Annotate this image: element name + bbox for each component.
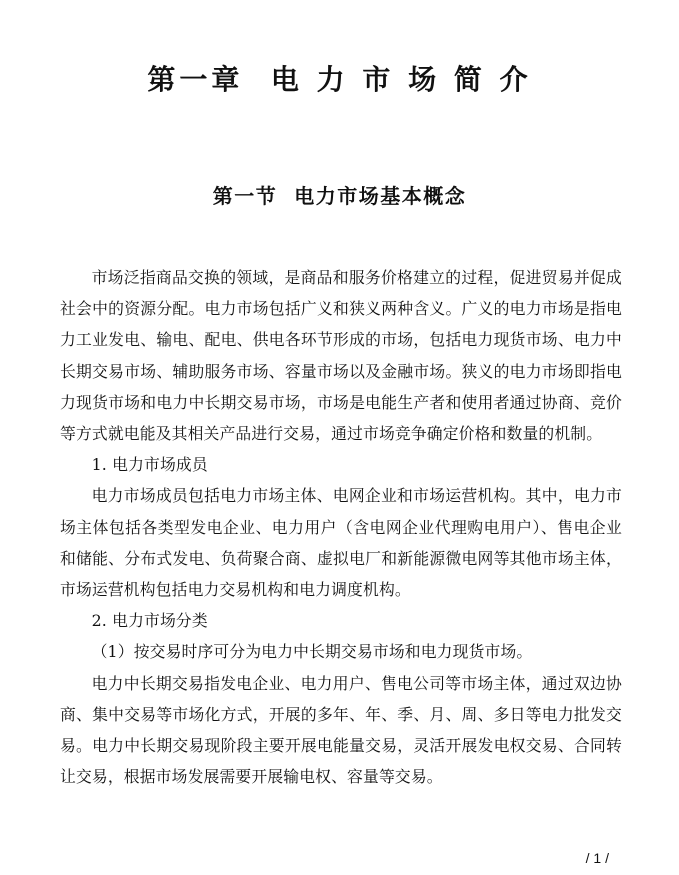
body-text [60, 262, 622, 792]
chapter-title: 第一章 电 力 市 场 简 介 [147, 63, 532, 96]
list-item-timing-classification: （1）按交易时序可分为电力中长期交易市场和电力现货市场。 [91, 642, 533, 662]
subheading-market-members: 1. 电力市场成员 [91, 455, 208, 475]
paragraph-market-members: 电力市场成员包括电力市场主体、电网企业和市场运营机构。其中，电力市场主体包括各类型发电企业、电力用户（含电网企业代理购电用户）、售电企业和储能、分布式发电、负荷聚合商、虚拟电厂和新能源微电网等其他市场主体，市场运营机构包括电力交易机构和电力调度机构。 [60, 486, 622, 600]
subheading-market-classification: 2. 电力市场分类 [91, 611, 208, 631]
section-title: 第一节 电力市场基本概念 [212, 184, 467, 208]
paragraph-intro: 市场泛指商品交换的领域，是商品和服务价格建立的过程，促进贸易并促成社会中的资源分配。电力市场包括广义和狭义两种含义。广义的电力市场是指电力工业发电、输电、配电、供电各环节形成的市场，包括电力现货市场、电力中长期交易市场、辅助服务市场、容量市场以及金融市场。狭义的电力市场即指电力现货市场和电力中长期交易市场，市场是电能生产者和使用者通过协商、竞价等方式就电能及其相关产品进行交易，通过市场竞争确定价格和数量的机制。 [60, 268, 622, 444]
paragraph-medium-long-term-trading: 电力中长期交易指发电企业、电力用户、售电公司等市场主体，通过双边协商、集中交易等市场化方式，开展的多年、年、季、月、周、多日等电力批发交易。电力中长期交易现阶段主要开展电能量交易，灵活开展发电权交易、合同转让交易，根据市场发展需要开展输电权、容量等交易。 [60, 673, 622, 787]
page-number: / 1 / [585, 850, 609, 866]
